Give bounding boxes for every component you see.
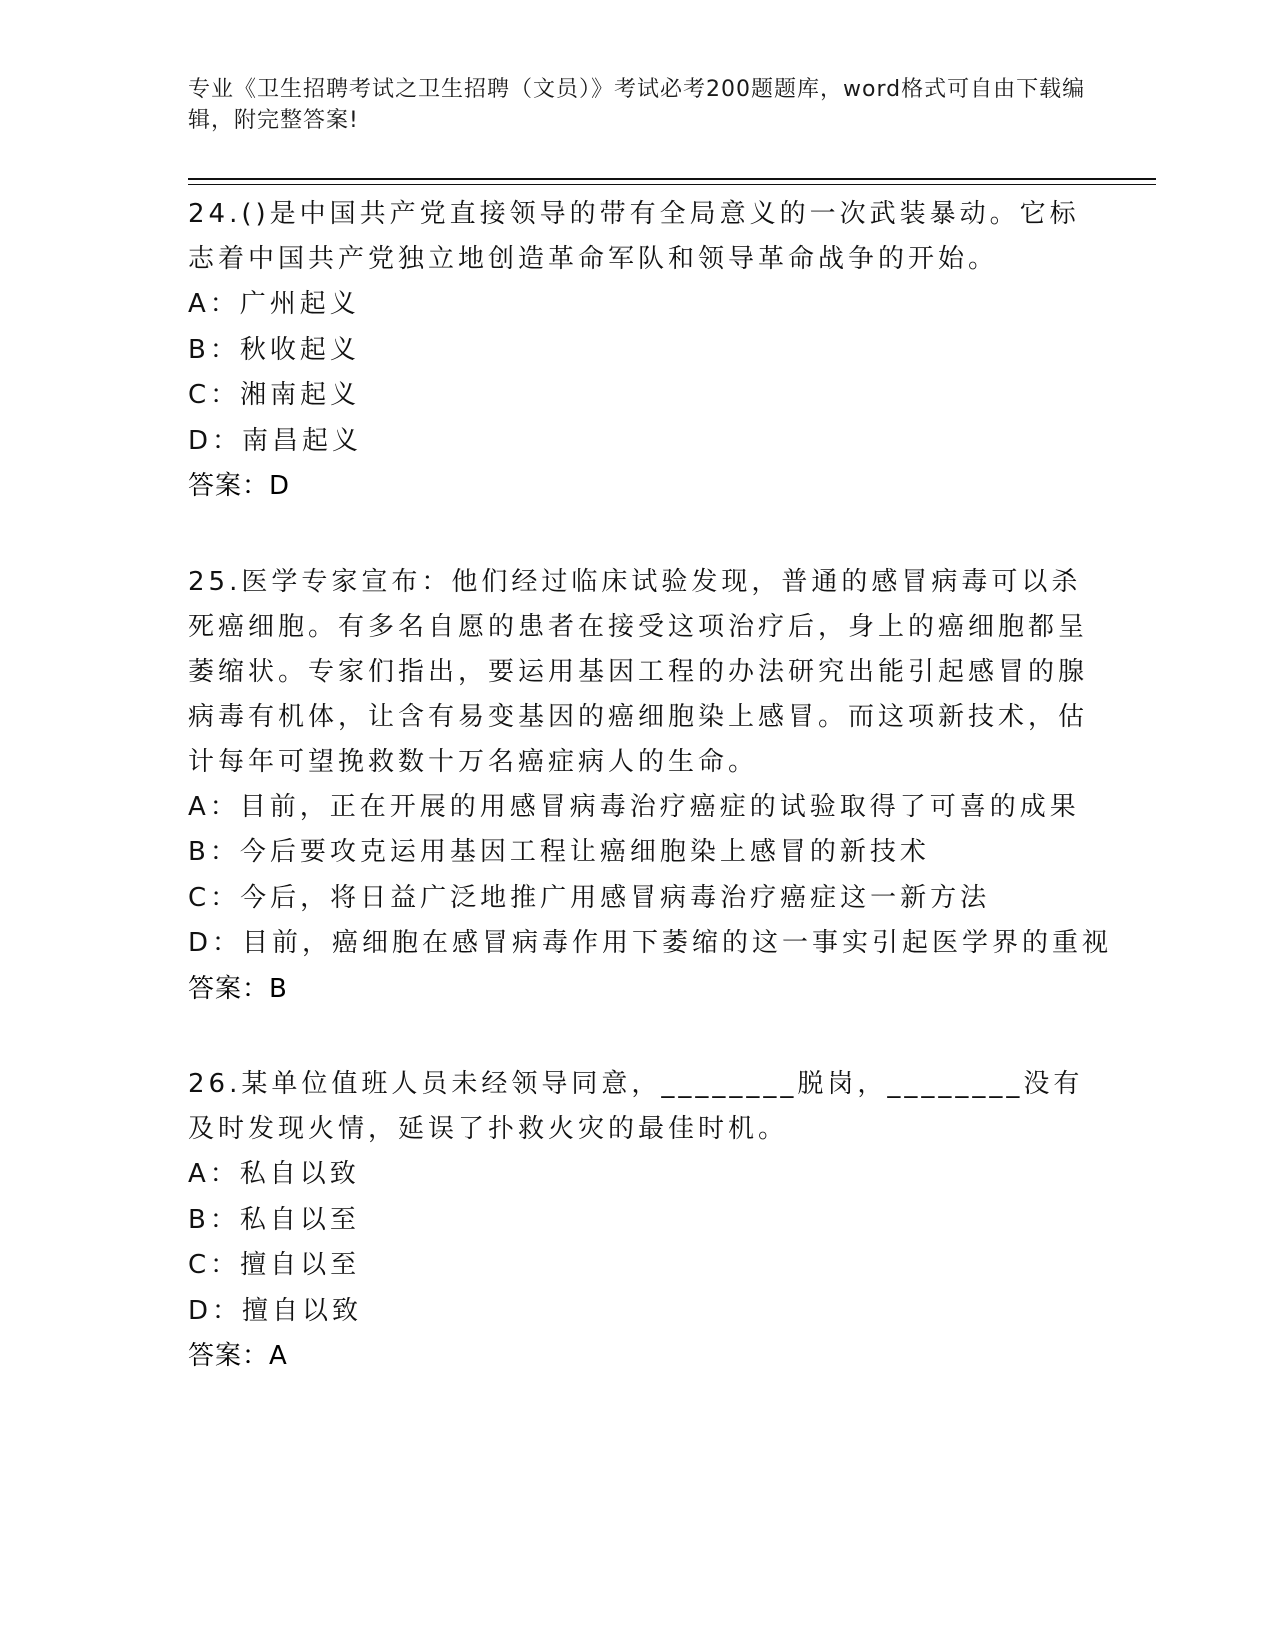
question-list	[188, 192, 1113, 1430]
option-b: B：今后要攻克运用基因工程让癌细胞染上感冒的新技术	[188, 837, 930, 867]
option-c: C：擅自以至	[188, 1250, 361, 1280]
option-c: C：湘南起义	[188, 380, 361, 410]
option-b: B：私自以至	[188, 1204, 360, 1235]
answer: 答案：D	[188, 471, 291, 501]
option-b: B：秋收起义	[188, 334, 360, 365]
header-divider-thin	[188, 184, 1156, 185]
document-header: 专业《卫生招聘考试之卫生招聘（文员）》考试必考200题题库，word格式可自由下载编辑，附完整答案!	[188, 77, 1086, 133]
option-d: D：目前，癌细胞在感冒病毒作用下萎缩的这一事实引起医学界的重视	[188, 928, 1113, 958]
option-a: A：广州起义	[188, 289, 360, 319]
question-item	[188, 560, 1113, 1013]
header-divider-thick	[188, 178, 1156, 180]
answer: 答案：A	[188, 1341, 288, 1371]
option-a: A：私自以致	[188, 1159, 360, 1189]
option-d: D：擅自以致	[188, 1295, 363, 1326]
answer: 答案：B	[188, 973, 288, 1004]
question-stem: 26.某单位值班人员未经领导同意，________脱岗，________没有及时发现火情，延误了扑救火灾的最佳时机。	[188, 1069, 1084, 1144]
question-item	[188, 192, 1088, 510]
option-a: A：目前，正在开展的用感冒病毒治疗癌症的试验取得了可喜的成果	[188, 791, 1080, 822]
option-c: C：今后，将日益广泛地推广用感冒病毒治疗癌症这一新方法	[188, 882, 991, 913]
question-stem: 24.()是中国共产党直接领导的带有全局意义的一次武装暴动。它标志着中国共产党独立地创造革命军队和领导革命战争的开始。	[188, 199, 1080, 274]
question-stem: 25.医学专家宣布：他们经过临床试验发现，普通的感冒病毒可以杀死癌细胞。有多名自愿的患者在接受这项治疗后，身上的癌细胞都呈萎缩状。专家们指出，要运用基因工程的办法研究出能引起感冒的腺病毒有机体，让含有易变基因的癌细胞染上感冒。而这项新技术，估计每年可望挽救数十万名癌症病人的生命。	[188, 566, 1089, 777]
question-item	[188, 1062, 1088, 1380]
option-d: D：南昌起义	[188, 425, 363, 456]
